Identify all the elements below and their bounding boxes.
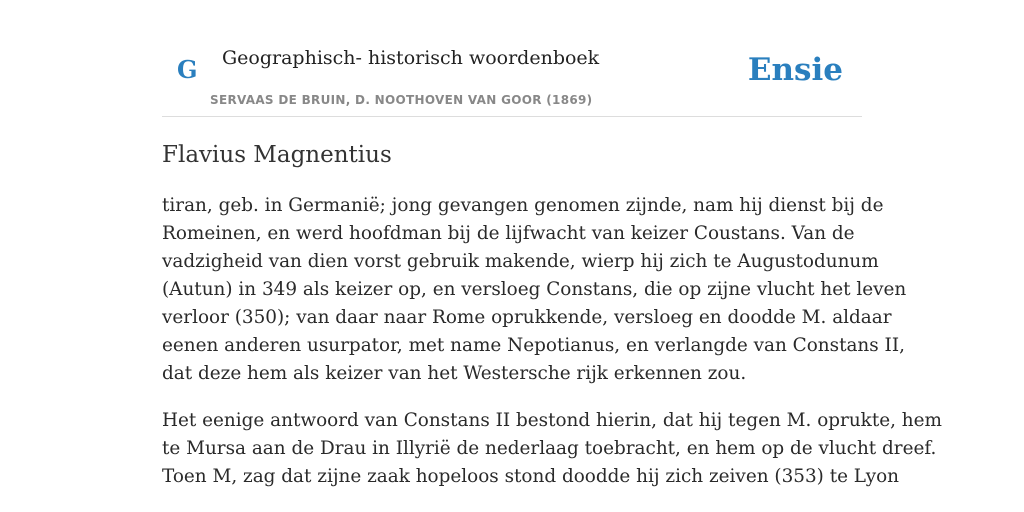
paragraph-line: vadzigheid van dien vorst gebruik makende, wierp hij zich te Augustodunum <box>162 251 879 272</box>
paragraph-line: Het eenige antwoord van Constans II bestond hierin, dat hij tegen M. oprukte, hem <box>162 410 942 431</box>
paragraph-line: tiran, geb. in Germanië; jong gevangen genomen zijnde, nam hij dienst bij de <box>162 195 884 216</box>
paragraph-line: dat deze hem als keizer van het Westersche rijk erkennen zou. <box>162 363 747 384</box>
brand-logo[interactable]: Ensie <box>747 52 843 88</box>
paragraph-line: te Mursa aan de Drau in Illyrië de nederlaag toebracht, en hem op de vlucht dreef. <box>162 438 937 459</box>
paragraph-1 <box>162 192 907 388</box>
logo-letter[interactable]: G <box>177 55 198 84</box>
paragraph-2 <box>162 407 942 491</box>
entry-title: Flavius Magnentius <box>162 142 392 168</box>
book-author: SERVAAS DE BRUIN, D. NOOTHOVEN VAN GOOR (1869) <box>210 93 593 107</box>
paragraph-line: Toen M, zag dat zijne zaak hopeloos stond doodde hij zich zeiven (353) te Lyon <box>162 466 900 487</box>
paragraph-line: verloor (350); van daar naar Rome oprukkende, versloeg en doodde M. aldaar <box>162 307 892 328</box>
paragraph-line: Romeinen, en werd hoofdman bij de lijfwacht van keizer Coustans. Van de <box>162 223 855 244</box>
book-title[interactable]: Geographisch- historisch woordenboek <box>222 47 600 69</box>
paragraph-line: eenen anderen usurpator, met name Nepotianus, en verlangde van Constans II, <box>162 335 905 356</box>
header <box>162 0 862 117</box>
paragraph-line: (Autun) in 349 als keizer op, en versloeg Constans, die op zijne vlucht het leven <box>162 279 907 300</box>
